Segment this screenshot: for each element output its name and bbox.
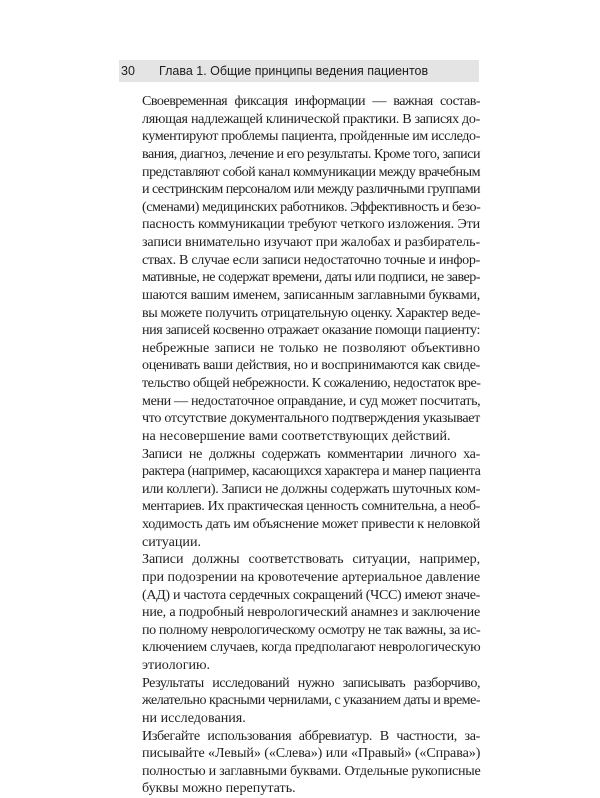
text-line: ния записей косвенно отражает оказание помощи пациенту:: [120, 322, 480, 340]
text-line: представляют собой канал коммуникации между врачебным: [120, 164, 480, 182]
text-line: небрежные записи не только не позволяют объективно: [120, 340, 480, 358]
text-line: Записи должны соответствовать ситуации, например,: [120, 551, 480, 569]
text-line: желательно красными чернилами, с указанием даты и време-: [120, 692, 480, 710]
text-line: ситуации.: [120, 534, 480, 552]
paragraph-4: [120, 675, 480, 728]
text-line: ходимость дать им объяснение может привести к неловкой: [120, 516, 480, 534]
text-line: Записи не должны содержать комментарии личного ха-: [120, 446, 480, 464]
text-line: что отсутствие документального подтверждения указывает: [120, 410, 480, 428]
text-line: тельство общей небрежности. К сожалению, недостаток вре-: [120, 375, 480, 393]
text-line: Результаты исследований нужно записывать разборчиво,: [120, 675, 480, 693]
text-line: мени — недостаточное оправдание, и суд может посчитать,: [120, 393, 480, 411]
text-line: или коллеги). Записи не должны содержать шуточных ком-: [120, 481, 480, 499]
text-line: полностью и заглавными буквами. Отдельные рукописные: [120, 763, 480, 781]
text-line: пасность коммуникации требуют четкого изложения. Эти: [120, 216, 480, 234]
text-line: оценивать ваши действия, но и воспринимаются как свиде-: [120, 357, 480, 375]
text-line: вания, диагноз, лечение и его результаты. Кроме того, записи: [120, 146, 480, 164]
chapter-title: Глава 1. Общие принципы ведения пациентов: [159, 63, 428, 79]
text-line: и сестринским персоналом или между различными группами: [120, 181, 480, 199]
text-line: ляющая надлежащей клинической практики. В записях до-: [120, 111, 480, 129]
text-line: ключением случаев, когда предполагают неврологическую: [120, 639, 480, 657]
text-line: этиологию.: [120, 657, 480, 675]
text-line: Избегайте использования аббревиатур. В частности, за-: [120, 728, 480, 746]
paragraph-1: [120, 93, 480, 446]
text-line: мативные, не содержат времени, даты или подписи, не завер-: [120, 269, 480, 287]
paragraph-3: [120, 551, 480, 674]
text-line: шаются вашим именем, записанным заглавными буквами,: [120, 287, 480, 305]
text-line: буквы можно перепутать.: [120, 780, 480, 798]
text-line: записи внимательно изучают при жалобах и разбиратель-: [120, 234, 480, 252]
body-text: [120, 93, 480, 798]
page-number: 30: [121, 63, 135, 79]
text-line: ни исследования.: [120, 710, 480, 728]
text-line: ствах. В случае если записи недостаточно точные и инфор-: [120, 252, 480, 270]
text-line: кументируют проблемы пациента, пройденные им исследо-: [120, 128, 480, 146]
paragraph-2: [120, 446, 480, 552]
text-line: писывайте «Левый» («Слева») или «Правый» («Справа»): [120, 745, 480, 763]
paragraph-5: [120, 728, 480, 798]
text-line: при подозрении на кровотечение артериальное давление: [120, 569, 480, 587]
text-line: вы можете получить отрицательную оценку. Характер веде-: [120, 305, 480, 323]
text-line: ментариев. Их практическая ценность сомнительна, а необ-: [120, 498, 480, 516]
text-line: ние, а подробный неврологический анамнез и заключение: [120, 604, 480, 622]
text-line: Своевременная фиксация информации — важная состав-: [120, 93, 480, 111]
text-line: (АД) и частота сердечных сокращений (ЧСС) имеют значе-: [120, 587, 480, 605]
text-line: на несовершение вами соответствующих действий.: [120, 428, 480, 446]
text-line: рактера (например, касающихся характера и манер пациента: [120, 463, 480, 481]
text-line: по полному неврологическому осмотру не так важны, за ис-: [120, 622, 480, 640]
text-line: (сменами) медицинских работников. Эффективность и безо-: [120, 199, 480, 217]
